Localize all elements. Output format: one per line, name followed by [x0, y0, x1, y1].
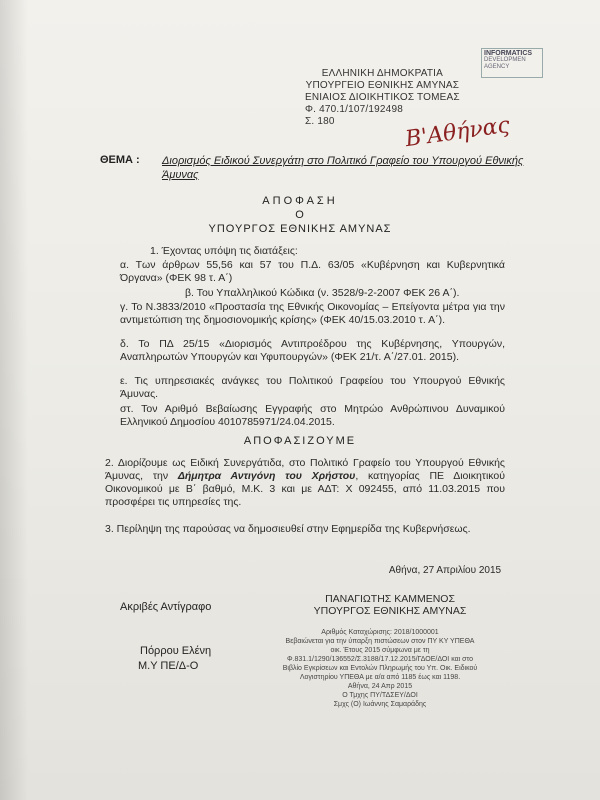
provision-item: στ. Τον Αριθμό Βεβαίωσης Εγγραφής στο Μητρώο Ανθρώπινου Δυναμικού Ελληνικού Δημοσίου 4010785971/24.04.2015. — [120, 403, 505, 428]
letterhead — [305, 68, 460, 128]
registration-line: Σμχς (Ο) Ιωάννης Σαμαράδης — [333, 701, 427, 708]
provision-item: γ. Το Ν.3833/2010 «Προστασία της Εθνικής Οικονομίας – Επείγοντα μέτρα για την αντιμετώπιση της δημοσιονομικής κρίσης» (ΦΕΚ 40/15.03.2010 τ. Α΄). — [120, 301, 505, 326]
registration-block — [255, 628, 505, 709]
handwritten-note: Β'Αθήνας — [403, 112, 512, 153]
provision-item: δ. Το ΠΔ 25/15 «Διορισμός Αντιπροέδρου της Κυβέρνησης, Υπουργών, Αναπληρωτών Υπουργών και Υφυπουργών» (ΦΕΚ 21/τ. Α΄/27.01. 2015). — [120, 338, 505, 363]
signing-date: Αθήνα, 27 Απριλίου 2015 — [388, 565, 502, 576]
stamp-line: DEVELOPMEN — [484, 57, 526, 63]
decision-article: Ο — [295, 209, 305, 221]
decide-heading: ΑΠΟΦΑΣΙΖΟΥΜΕ — [243, 435, 357, 447]
registration-line: Βεβαιώνεται για την ύπαρξη πιστώσεων στον ΠΥ ΚΥ ΥΠΕΘΑ — [285, 638, 475, 645]
true-copy-label: Ακριβές Αντίγραφο — [120, 601, 212, 613]
subject-text: Διορισμός Ειδικού Συνεργάτη στο Πολιτικό Γραφείο του Υπουργού Εθνικής Άμυνας — [162, 155, 524, 181]
paragraph-3: 3. Περίληψη της παρούσας να δημοσιευθεί στην Εφημερίδα της Κυβερνήσεως. — [105, 523, 471, 535]
registration-line: Λογιστηρίου ΥΠΕΘΑ με α/α από 1185 έως και 1198. — [299, 674, 461, 681]
copy-officer-name: Πόρρου Ελένη — [140, 645, 212, 657]
paragraph-1: 1. Έχοντας υπόψη τις διατάξεις: — [150, 245, 298, 257]
letterhead-line: ΕΛΛΗΝΙΚΗ ΔΗΜΟΚΡΑΤΙΑ — [321, 68, 444, 79]
registration-line: οικ. Έτους 2015 σύμφωνα με τη — [330, 647, 430, 654]
provision-item: α. Των άρθρων 55,56 και 57 του Π.Δ. 63/05 «Κυβέρνηση και Κυβερνητικά Όργανα» (ΦΕΚ 98 τ. Α΄) — [120, 259, 505, 284]
stamp-line: AGENCY — [484, 64, 510, 70]
page-edge-shadow — [0, 0, 28, 800]
provision-item: β. Του Υπαλληλικού Κώδικα (ν. 3528/9-2-2007 ΦΕΚ 26 Α΄). — [185, 287, 460, 299]
reference-number: Φ. 470.1/107/192498 — [305, 104, 403, 115]
appointee-name: Δήμητρα Αντιγόνη του Χρήστου — [177, 470, 356, 482]
reference-sub: Σ. 180 — [305, 116, 335, 127]
paragraph-2-text: , κατηγορίας ΠΕ Διοικητικού Οικονομικού με Β΄ βαθμό, Μ.Κ. 3 και με ΑΔΤ: Χ 092455, από 11.03.2015 που προσφέρει τις υπηρεσίες της. — [105, 470, 505, 508]
copy-officer-rank: Μ.Υ ΠΕ/Δ-Ο — [138, 660, 199, 672]
registration-line: Αριθμός Καταχώρισης: 2018/1000001 — [321, 629, 439, 636]
registration-line: Βιβλίο Εγκρίσεων και Εντολών Πληρωμής του Υπ. Οικ. Ειδικού — [282, 665, 478, 672]
stamp-line: INFORMATICS — [484, 50, 533, 57]
registration-line: Ο Τμχης ΠΥ/ΤΔΣΕΥ/ΔΟΙ — [342, 692, 418, 699]
decision-role: ΥΠΟΥΡΓΟΣ ΕΘΝΙΚΗΣ ΑΜΥΝΑΣ — [208, 223, 392, 235]
paragraph-2 — [105, 457, 505, 509]
letterhead-line: ΕΝΙΑΙΟΣ ΔΙΟΙΚΗΤΙΚΟΣ ΤΟΜΕΑΣ — [305, 92, 460, 103]
registration-line: Φ.831.1/1290/136552/Σ.3188/17.12.2015/ΓΔΟΕ/ΔΟΙ και στο — [286, 656, 474, 663]
signer-name: ΠΑΝΑΓΙΩΤΗΣ ΚΑΜΜΕΝΟΣ — [325, 593, 455, 605]
registration-line: Αθήνα, 24 Απρ 2015 — [347, 683, 413, 690]
paragraph-2-text: 2. Διορίζουμε ως Ειδική Συνεργάτιδα, στο Πολιτικό Γραφείο του Υπουργού Εθνικής Άμυνας, την — [105, 457, 505, 482]
provision-item: ε. Τις υπηρεσιακές ανάγκες του Πολιτικού Γραφείου του Υπουργού Εθνικής Άμυνας. — [120, 375, 505, 400]
agency-stamp — [481, 48, 543, 78]
subject-label: ΘΕΜΑ : — [100, 154, 140, 166]
letterhead-line: ΥΠΟΥΡΓΕΙΟ ΕΘΝΙΚΗΣ ΑΜΥΝΑΣ — [305, 80, 460, 91]
signer-role: ΥΠΟΥΡΓΟΣ ΕΘΝΙΚΗΣ ΑΜΥΝΑΣ — [313, 605, 467, 617]
decision-title: ΑΠΟΦΑΣΗ — [262, 195, 338, 207]
